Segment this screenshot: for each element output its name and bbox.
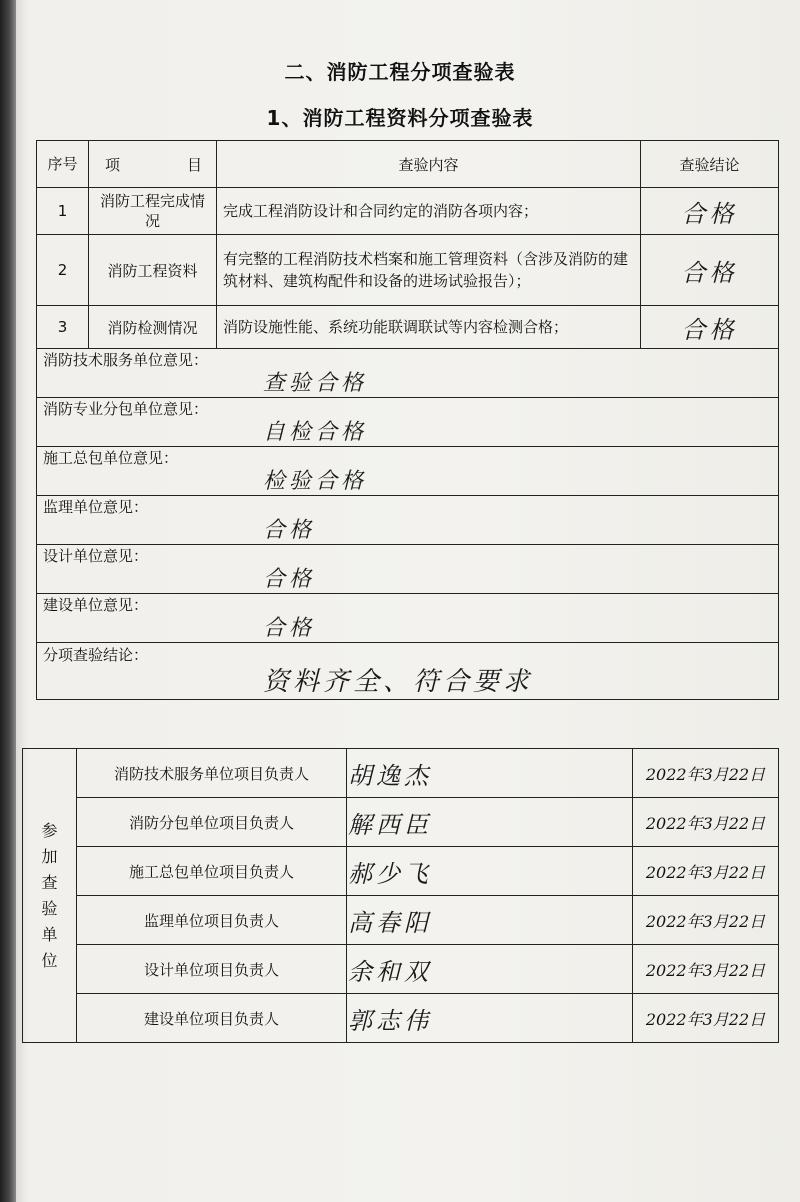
participant-role: 设计单位项目负责人: [77, 945, 347, 994]
participant-date: 2022年3月22日: [633, 847, 779, 896]
opinion-label: 建设单位意见：: [43, 596, 149, 614]
document-title: 二、消防工程分项查验表: [284, 60, 516, 84]
document-subtitle: 1、消防工程资料分项查验表: [266, 106, 534, 130]
participants-group-text: 参 加 查 验 单 位: [41, 820, 58, 970]
header-seq: 序号: [37, 141, 89, 188]
participants-table: [22, 748, 779, 1043]
participant-row: [23, 798, 779, 847]
participant-date: 2022年3月22日: [633, 896, 779, 945]
row-content: 消防设施性能、系统功能联调联试等内容检测合格；: [217, 306, 641, 349]
header-item-a: 项: [105, 155, 121, 174]
conclusion-value-handwritten: 资料齐全、符合要求: [263, 667, 534, 697]
binding-edge: [0, 0, 16, 1202]
opinion-value-handwritten: 合格: [263, 616, 316, 641]
participant-row: [23, 945, 779, 994]
participant-date: 2022年3月22日: [633, 945, 779, 994]
table-row: [37, 188, 779, 235]
opinion-row: [37, 545, 779, 594]
opinion-label: 施工总包单位意见：: [43, 449, 179, 467]
row-seq: 1: [37, 188, 89, 235]
participant-role: 消防技术服务单位项目负责人: [77, 749, 347, 798]
opinion-value-handwritten: 合格: [263, 567, 316, 592]
header-conclusion: 查验结论: [641, 141, 779, 188]
opinion-row: [37, 398, 779, 447]
opinion-label: 消防技术服务单位意见：: [43, 351, 209, 369]
opinion-row: [37, 349, 779, 398]
participant-row: [23, 994, 779, 1043]
opinion-value-handwritten: 自检合格: [263, 420, 368, 445]
participant-role: 建设单位项目负责人: [77, 994, 347, 1043]
table-row: [37, 306, 779, 349]
opinion-row: [37, 447, 779, 496]
participant-signature: 郝少飞: [347, 847, 633, 896]
participant-row: [23, 896, 779, 945]
participant-signature: 解西臣: [347, 798, 633, 847]
row-conclusion-handwritten: 合格: [641, 188, 779, 235]
participants-group-label: [23, 749, 77, 1043]
opinion-label: 消防专业分包单位意见：: [43, 400, 209, 418]
participant-signature: 高春阳: [347, 896, 633, 945]
participant-signature: 胡逸杰: [347, 749, 633, 798]
participant-signature: 郭志伟: [347, 994, 633, 1043]
opinion-value-handwritten: 检验合格: [263, 469, 368, 494]
opinion-row: [37, 594, 779, 643]
row-conclusion-handwritten: 合格: [641, 235, 779, 306]
opinion-label: 监理单位意见：: [43, 498, 149, 516]
inspection-table: [36, 140, 779, 700]
header-item-b: 目: [186, 155, 202, 174]
participant-row: [23, 749, 779, 798]
opinion-value-handwritten: 合格: [263, 518, 316, 543]
header-item: [89, 141, 217, 188]
participant-date: 2022年3月22日: [633, 798, 779, 847]
row-item: 消防检测情况: [89, 306, 217, 349]
participant-date: 2022年3月22日: [633, 994, 779, 1043]
participant-row: [23, 847, 779, 896]
row-conclusion-handwritten: 合格: [641, 306, 779, 349]
opinion-row: [37, 496, 779, 545]
participant-signature: 余和双: [347, 945, 633, 994]
participant-role: 消防分包单位项目负责人: [77, 798, 347, 847]
header-row: [37, 141, 779, 188]
participant-role: 施工总包单位项目负责人: [77, 847, 347, 896]
participant-role: 监理单位项目负责人: [77, 896, 347, 945]
opinion-label: 设计单位意见：: [43, 547, 149, 565]
row-seq: 2: [37, 235, 89, 306]
row-content: 有完整的工程消防技术档案和施工管理资料（含涉及消防的建筑材料、建筑构配件和设备的进场试验报告）；: [217, 235, 641, 306]
row-item: 消防工程资料: [89, 235, 217, 306]
participant-date: 2022年3月22日: [633, 749, 779, 798]
row-seq: 3: [37, 306, 89, 349]
row-item: 消防工程完成情况: [89, 188, 217, 235]
conclusion-label: 分项查验结论：: [43, 646, 149, 664]
conclusion-row: [37, 643, 779, 700]
table-row: [37, 235, 779, 306]
opinion-value-handwritten: 查验合格: [263, 371, 368, 396]
header-content: 查验内容: [217, 141, 641, 188]
row-content: 完成工程消防设计和合同约定的消防各项内容；: [217, 188, 641, 235]
